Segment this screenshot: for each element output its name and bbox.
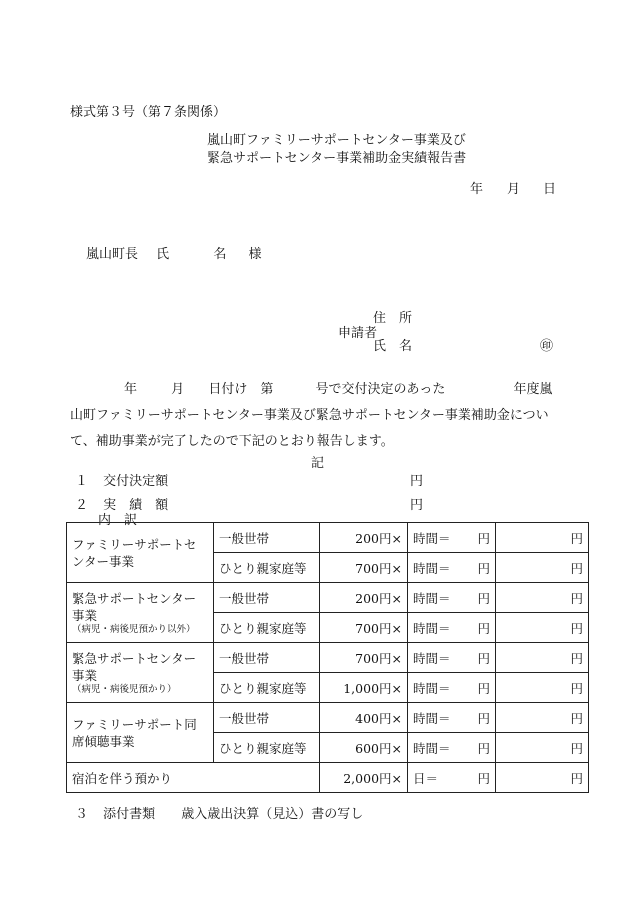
breakdown-label: 内 訳 (98, 513, 138, 528)
qty-cell: 時間＝ 円 (408, 523, 496, 553)
amount-cell: 円 (496, 643, 589, 673)
qty-cell: 時間＝ 円 (408, 703, 496, 733)
category-cell: 緊急サポートセンター事業 （病児・病後児預かり以外） (67, 583, 214, 643)
addressee-na: 名 (213, 247, 227, 262)
type-cell: ひとり親家庭等 (214, 733, 320, 763)
form-number: 様式第３号（第７条関係） (70, 105, 227, 120)
qty-cell: 日＝ 円 (408, 763, 496, 793)
rate-cell: 2,000円× (320, 763, 408, 793)
type-cell: ひとり親家庭等 (214, 613, 320, 643)
amount-cell: 円 (496, 613, 589, 643)
qty-cell: 時間＝ 円 (408, 583, 496, 613)
rate-cell: 400円× (320, 703, 408, 733)
attachments-line: ３ 添付書類 歳入歳出決算（見込）書の写し (75, 807, 364, 822)
document-title (207, 132, 527, 168)
rate-cell: 700円× (320, 643, 408, 673)
grant-amount-unit: 円 (410, 474, 424, 489)
type-cell: 一般世帯 (214, 643, 320, 673)
rate-cell: 200円× (320, 523, 408, 553)
addressee-sama: 様 (248, 247, 262, 262)
item-grant-amount: １ 交付決定額 (75, 474, 169, 489)
type-cell: 一般世帯 (214, 523, 320, 553)
rate-cell: 1,000円× (320, 673, 408, 703)
amount-cell: 円 (496, 673, 589, 703)
amount-cell: 円 (496, 763, 589, 793)
table-row-overnight (67, 763, 589, 793)
rate-cell: 600円× (320, 733, 408, 763)
amount-cell: 円 (496, 523, 589, 553)
table-row (67, 583, 589, 613)
amount-cell: 円 (496, 733, 589, 763)
date-month: 月 (507, 182, 521, 197)
qty-cell: 時間＝ 円 (408, 643, 496, 673)
type-cell: ひとり親家庭等 (214, 673, 320, 703)
table-row (67, 643, 589, 673)
table-row (67, 523, 589, 553)
body-line-1: 年 月 日付け 第 号で交付決定のあった 年度嵐 (124, 382, 553, 397)
date-day: 日 (543, 182, 557, 197)
category-cell: 緊急サポートセンター事業 （病児・病後児預かり） (67, 643, 214, 703)
rate-cell: 200円× (320, 583, 408, 613)
item-actual-amount: ２ 実 績 額 (75, 498, 169, 513)
date-year: 年 (470, 182, 484, 197)
name-label: 氏 名 (373, 339, 413, 354)
overnight-label-cell: 宿泊を伴う預かり (67, 763, 320, 793)
title-line-1: 嵐山町ファミリーサポートセンター事業及び (207, 133, 466, 148)
ki-heading: 記 (311, 456, 325, 471)
applicant-label: 申請者 (338, 326, 378, 341)
addressee-shi: 氏 (156, 247, 170, 262)
addressee-title: 嵐山町長 (86, 247, 139, 262)
qty-cell: 時間＝ 円 (408, 673, 496, 703)
rate-cell: 700円× (320, 613, 408, 643)
body-line-2: 山町ファミリーサポートセンター事業及び緊急サポートセンター事業補助金につい (70, 408, 549, 423)
address-label: 住 所 (373, 311, 413, 326)
amount-cell: 円 (496, 583, 589, 613)
rate-cell: 700円× (320, 553, 408, 583)
seal-mark: ㊞ (540, 339, 554, 354)
body-line-3: て、補助事業が完了したので下記のとおり報告します。 (70, 434, 394, 449)
qty-cell: 時間＝ 円 (408, 733, 496, 763)
type-cell: 一般世帯 (214, 703, 320, 733)
category-cell: ファミリーサポート同席傾聴事業 (67, 703, 214, 763)
amount-cell: 円 (496, 703, 589, 733)
actual-amount-unit: 円 (410, 498, 424, 513)
qty-cell: 時間＝ 円 (408, 553, 496, 583)
qty-cell: 時間＝ 円 (408, 613, 496, 643)
type-cell: 一般世帯 (214, 583, 320, 613)
type-cell: ひとり親家庭等 (214, 553, 320, 583)
title-line-2: 緊急サポートセンター事業補助金実績報告書 (207, 151, 467, 166)
table-row (67, 703, 589, 733)
amount-cell: 円 (496, 553, 589, 583)
category-cell: ファミリーサポートセンター事業 (67, 523, 214, 583)
breakdown-table (66, 522, 589, 793)
report-body (70, 377, 570, 455)
addressee (86, 243, 261, 262)
